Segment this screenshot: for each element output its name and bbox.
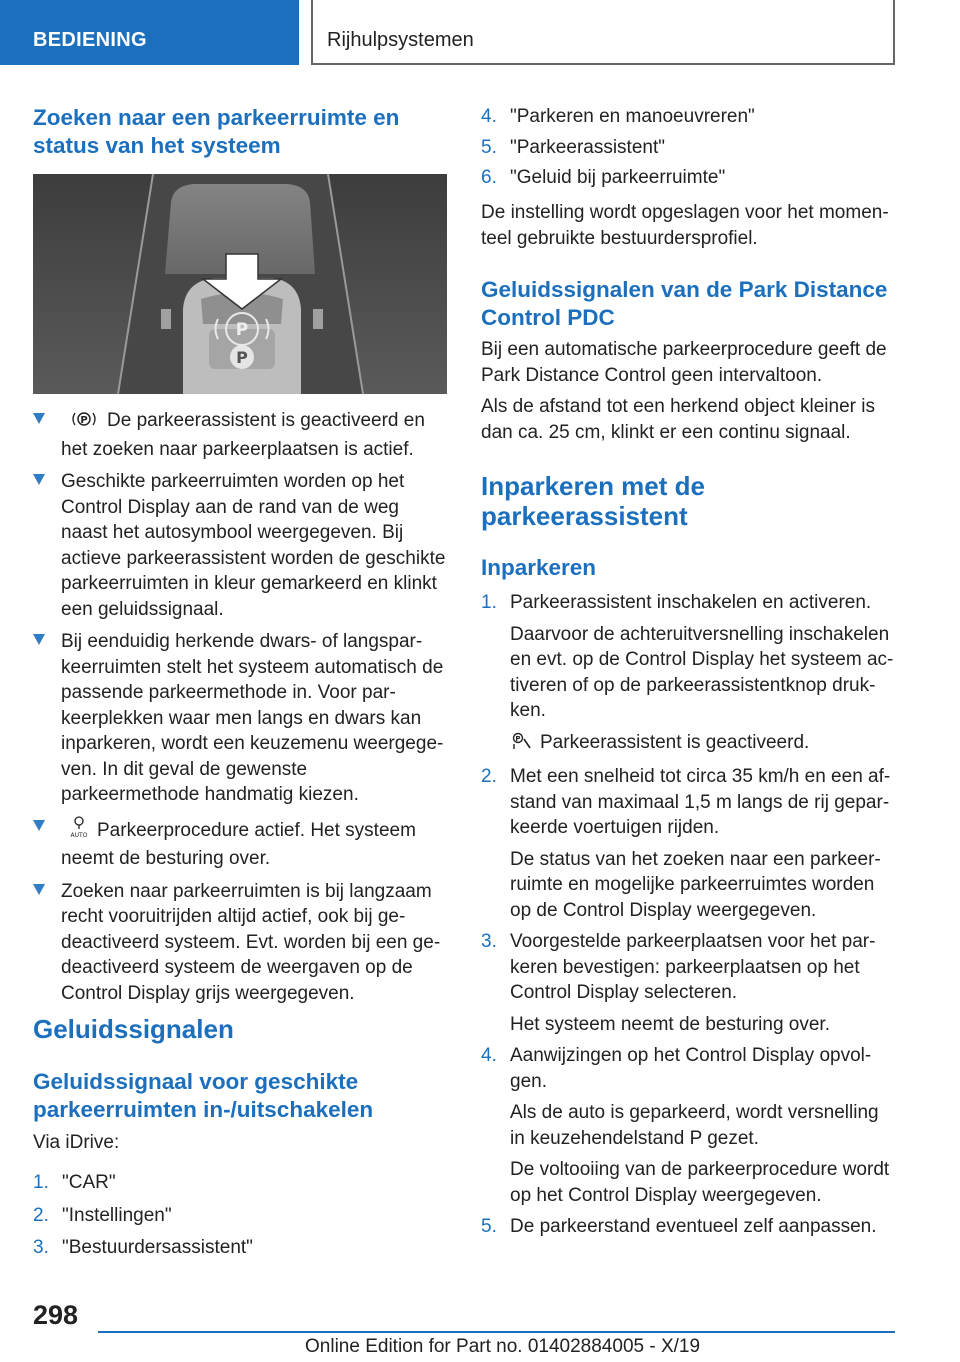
list-item: 2. "Instellingen" [33,1204,172,1226]
list-item: 3. "Bestuurdersassistent" [33,1237,253,1258]
idrive-steps-left [33,1170,447,1261]
list-item: 3. Voorgestelde parkeerplaatsen voor het parkeren bevestigen: parkeerplaatsen op het Control Display selecteren. Het systeem neemt de besturing over. [481,931,876,1035]
parking-scene-graphic [33,174,447,394]
bullet-triangle-icon [33,413,45,424]
parking-sound-icon [69,409,99,437]
list-item: Zoeken naar parkeerruimten is bij langzaam recht vooruitrijden altijd actief, ook bij gedeactiveerd systeem. Evt. worden bij een gedeactiveerd systeem de weergaven op de Control Display grijs weergegeven. [33,879,447,1007]
activated-row: P Parkeerassistent is geactiveerd. [510,730,895,759]
chapter-title: Rijhulpsystemen [327,29,474,51]
list-item: AUTO Parkeerprocedure actief. Het systeem neemt de besturing over. [33,815,447,872]
edition-text: Online Edition for Part no. 01402884005 - X/19 [305,1336,701,1357]
heading-zoeken: Zoeken naar een parkeerruimte en status van het systeem [33,105,400,158]
parking-assist-icon [510,731,532,759]
section-title: BEDIENING [33,29,147,51]
chapter-header [311,0,895,65]
svg-text:P: P [236,348,248,367]
idrive-steps-right [481,104,895,191]
svg-text:P: P [80,415,88,426]
inparkeren-steps [481,590,895,1240]
pdc-paragraph-2: Als de afstand tot een herkend object kleiner is dan ca. 25 cm, klinkt er een continu signaal. [481,396,875,443]
heading-geluidssignalen: Geluidssignalen [33,1014,234,1044]
list-item: 6. "Geluid bij parkeerruimte" [481,167,726,188]
list-item: 4. "Parkeren en manoeuvreren" [481,106,755,127]
parking-display-illustration [33,174,447,394]
footer-divider [98,1331,895,1333]
via-idrive-text: Via iDrive: [33,1132,120,1153]
list-item: 1. Parkeerassistent inschakelen en activeren. Daarvoor de achteruitversnelling inschakelen en evt. op de Control Display het systeem activeren of op de parkeerassistentknop drukken. P Parkeerassistent is geactiveerd. [481,590,895,758]
profile-note: De instelling wordt opgeslagen voor het momenteel gebruikte bestuurdersprofiel. [481,202,889,249]
list-item: 4. Aanwijzingen op het Control Display opvolgen. Als de auto is geparkeerd, wordt versnelling in keuzehendelstand P gezet. De voltooiing van de parkeerprocedure wordt op het Control Display weergegeven. [481,1045,890,1206]
bullet-triangle-icon [33,634,45,645]
bullet-triangle-icon [33,884,45,895]
heading-inparkeren: Inparkeren [481,555,597,580]
heading-inparkeren-main: Inparkeren met de parkeerassistent [481,471,705,531]
heading-pdc: Geluidssignalen van de Park Distance Control PDC [481,277,888,330]
list-item: 5. De parkeerstand eventueel zelf aanpassen. [481,1216,877,1237]
svg-text:AUTO: AUTO [70,831,88,839]
heading-geluid-in-uit: Geluidssignaal voor geschikte parkeerruimten in-/uitschakelen [33,1069,374,1122]
bullet-triangle-icon [33,474,45,485]
list-item: Geschikte parkeerruimten worden op het Control Display aan de rand van de weg naast het autosymbool weergegeven. Bij actieve parkeerassistent worden de geschikte parkeerruimten in kleur gemarkeerd en klinkt een geluidssignaal. [33,469,447,622]
bullet-triangle-icon [33,820,45,831]
parking-auto-icon [69,815,89,847]
svg-text:P: P [515,734,521,743]
list-item: Bij eenduidig herkende dwars- of langsparkeerruimten stelt het systeem automatisch de passende parkeermethode in. Voor parkeerplekken waar men langs en dwars kan inparkeren, wordt een keuzemenu weergegeven. In dit geval de gewenste parkeermethode handmatig kiezen. [33,629,447,808]
list-item: P De parkeerassistent is geactiveerd en het zoeken naar parkeerplaatsen is actief. [33,408,447,462]
section-tab [0,0,299,65]
list-item: 2. Met een snelheid tot circa 35 km/h en een afstand van maximaal 1,5 m langs de rij geparkeerde voertuigen rijden. De status van het zoeken naar een parkeerruimte en mogelijke parkeerruimtes worden op de Control Display weergegeven. [481,766,891,921]
pdc-paragraph-1: Bij een automatische parkeerprocedure geeft de Park Distance Control geen intervaltoon. [481,339,887,386]
svg-text:P: P [235,320,249,340]
list-item: 5. "Parkeerassistent" [481,136,665,158]
list-item: 1. "CAR" [33,1172,116,1193]
page-number: 298 [33,1300,79,1330]
status-bullet-list [33,408,447,1013]
